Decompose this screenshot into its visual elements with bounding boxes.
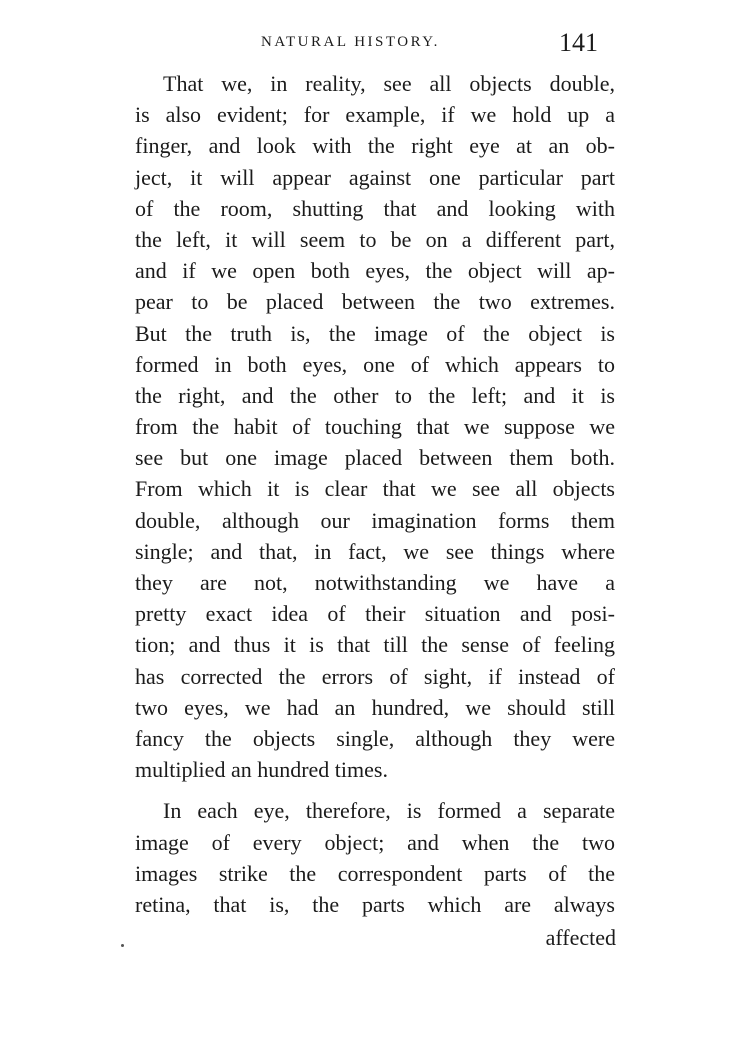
text-line: image of every object; and when the two [135, 829, 615, 855]
ink-speck [121, 944, 124, 947]
text-line: formed in both eyes, one of which appears to [135, 351, 615, 377]
text-line: In each eye, therefore, is formed a separate [163, 798, 615, 824]
text-line: pear to be placed between the two extremes. [135, 289, 615, 315]
paragraph-gap [135, 785, 615, 795]
text-line: fancy the objects single, although they were [135, 725, 615, 751]
text-line: double, although our imagination forms them [135, 507, 615, 533]
text-line: ject, it will appear against one particular part [135, 164, 615, 190]
text-line: That we, in reality, see all objects double, [163, 71, 615, 96]
text-line: see but one image placed between them both. [135, 445, 615, 471]
text-line: multiplied an hundred times. [135, 757, 388, 783]
text-line: and if we open both eyes, the object will ap- [135, 258, 615, 284]
text-line: is also evident; for example, if we hold up a [135, 102, 615, 128]
catchword: affected [545, 925, 616, 950]
text-line: single; and that, in fact, we see things where [135, 538, 615, 564]
body-text [135, 68, 615, 920]
paragraph [135, 795, 615, 920]
text-line: of the room, shutting that and looking with [135, 195, 615, 221]
text-line: From which it is clear that we see all objects [135, 476, 615, 502]
page-number: 141 [559, 28, 598, 57]
text-line: retina, that is, the parts which are always [135, 891, 615, 917]
text-line: the right, and the other to the left; and it is [135, 382, 615, 408]
text-line: finger, and look with the right eye at an ob- [135, 133, 615, 159]
text-line: has corrected the errors of sight, if instead of [135, 663, 615, 689]
paragraph [135, 68, 615, 785]
text-line: tion; and thus it is that till the sense of feeling [135, 632, 615, 658]
text-line: But the truth is, the image of the object is [135, 320, 615, 346]
text-line: pretty exact idea of their situation and posi- [135, 601, 615, 627]
text-line: the left, it will seem to be on a different part, [135, 226, 615, 252]
text-line: they are not, notwithstanding we have a [135, 570, 615, 595]
running-head [261, 28, 601, 64]
text-line: from the habit of touching that we suppose we [135, 414, 615, 440]
running-title: NATURAL HISTORY. [261, 34, 440, 50]
text-line: images strike the correspondent parts of the [135, 860, 615, 886]
text-line: two eyes, we had an hundred, we should still [135, 694, 615, 720]
